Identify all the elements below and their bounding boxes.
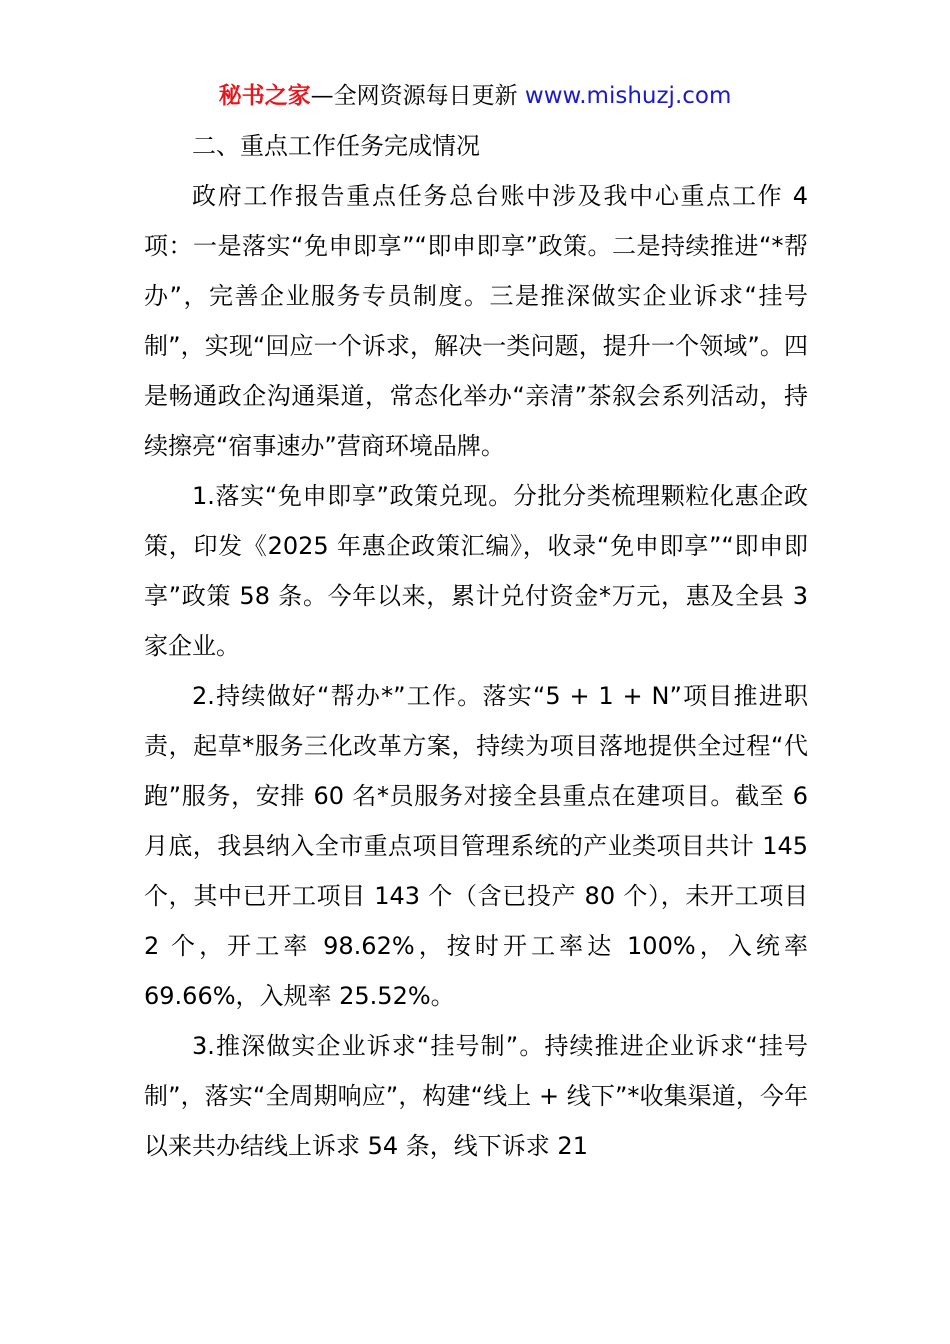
- paragraph-item-2: 2.持续做好“帮办*”工作。落实“5 + 1 + N”项目推进职责，起草*服务三化改革方案，持续为项目落地提供全过程“代跑”服务，安排 60 名*员服务对接全县重点在建项目。截至 6 月底，我县纳入全市重点项目管理系统的产业类项目共计 145 个，其中已开工项目 143 个（含已投产 80 个），未开工项目 2 个，开工率 98.62%，按时开工率达 100%，入统率 69.66%，入规率 25.52%。: [144, 682, 808, 1010]
- paragraph-item-1: 1.落实“免申即享”政策兑现。分批分类梳理颗粒化惠企政策，印发《2025 年惠企政策汇编》，收录“免申即享”“即申即享”政策 58 条。今年以来，累计兑付资金*万元，惠及全县 3 家企业。: [144, 482, 808, 660]
- paragraph-overview: 政府工作报告重点任务总台账中涉及我中心重点工作 4 项：一是落实“免申即享”“即申即享”政策。二是持续推进“*帮办”，完善企业服务专员制度。三是推深做实企业诉求“挂号制”，实现“回应一个诉求，解决一类问题，提升一个领域”。四是畅通政企沟通渠道，常态化举办“亲清”茶叙会系列活动，持续擦亮“宿事速办”营商环境品牌。: [144, 182, 808, 460]
- paragraph-item-3: 3.推深做实企业诉求“挂号制”。持续推进企业诉求“挂号制”，落实“全周期响应”，构建“线上 + 线下”*收集渠道，今年以来共办结线上诉求 54 条，线下诉求 21: [144, 1032, 808, 1160]
- document-body: [144, 121, 808, 1171]
- brand-name: 秘书之家: [218, 83, 311, 109]
- site-url[interactable]: www.mishuzj.com: [524, 83, 732, 109]
- site-header: [0, 80, 950, 112]
- section-heading: 二、重点工作任务完成情况: [192, 132, 480, 160]
- header-slogan: —全网资源每日更新: [310, 83, 525, 109]
